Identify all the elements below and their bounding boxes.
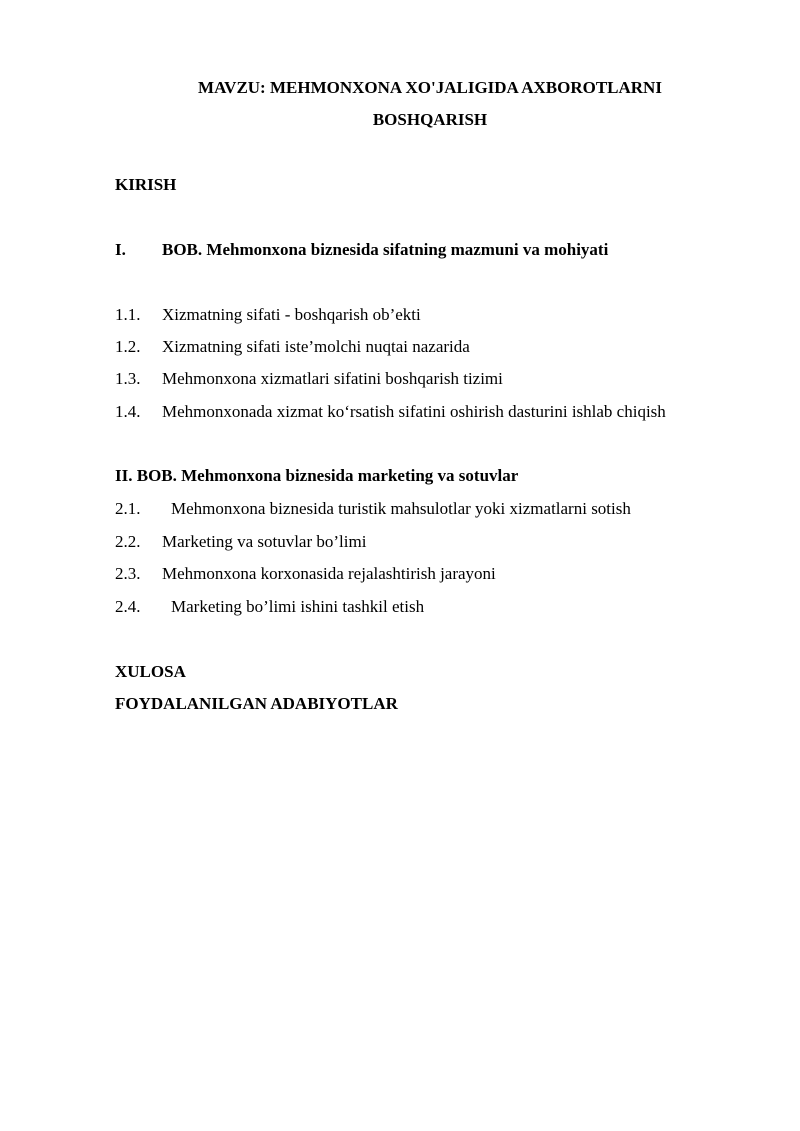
toc-item-text: Marketing bo’limi ishini tashkil etish — [171, 597, 425, 616]
toc-item-text: Mehmonxona biznesida turistik mahsulotlar yoki xizmatlarni sotish — [171, 499, 631, 518]
toc-item-number: 1.4. — [115, 402, 141, 421]
toc-item-text: Xizmatning sifati - boshqarish ob’ekti — [162, 305, 421, 324]
toc-item-text: Marketing va sotuvlar bo’limi — [162, 532, 367, 551]
toc-item-number: 2.4. — [115, 597, 141, 616]
references-heading: FOYDALANILGAN ADABIYOTLAR — [115, 694, 398, 713]
toc-item-text: Mehmonxona xizmatlari sifatini boshqarish tizimi — [162, 369, 503, 388]
conclusion-heading: XULOSA — [115, 662, 186, 681]
toc-item-number: 1.3. — [115, 369, 141, 388]
chapter-1-number: I. — [115, 240, 126, 259]
toc-item-text: Xizmatning sifati iste’molchi nuqtai nazarida — [162, 337, 470, 356]
toc-item-number: 2.2. — [115, 532, 141, 551]
toc-item-text: Mehmonxona korxonasida rejalashtirish jarayoni — [162, 564, 496, 583]
toc-item-number: 2.3. — [115, 564, 141, 583]
toc-item-number: 2.1. — [115, 499, 141, 518]
document-title-line-2: BOSHQARISH — [372, 110, 488, 129]
chapter-1-title: BOB. Mehmonxona biznesida sifatning mazmuni va mohiyati — [162, 240, 609, 259]
toc-item-number: 1.2. — [115, 337, 141, 356]
toc-item-text: Mehmonxonada xizmat ko‘rsatish sifatini oshirish dasturini ishlab chiqish — [162, 402, 666, 421]
document-title-line-1: MAVZU: MEHMONXONA XO'JALIGIDA AXBOROTLARNI — [198, 78, 662, 97]
chapter-2-heading: II. BOB. Mehmonxona biznesida marketing va sotuvlar — [115, 466, 519, 485]
intro-heading: KIRISH — [115, 175, 177, 194]
toc-item-number: 1.1. — [115, 305, 141, 324]
